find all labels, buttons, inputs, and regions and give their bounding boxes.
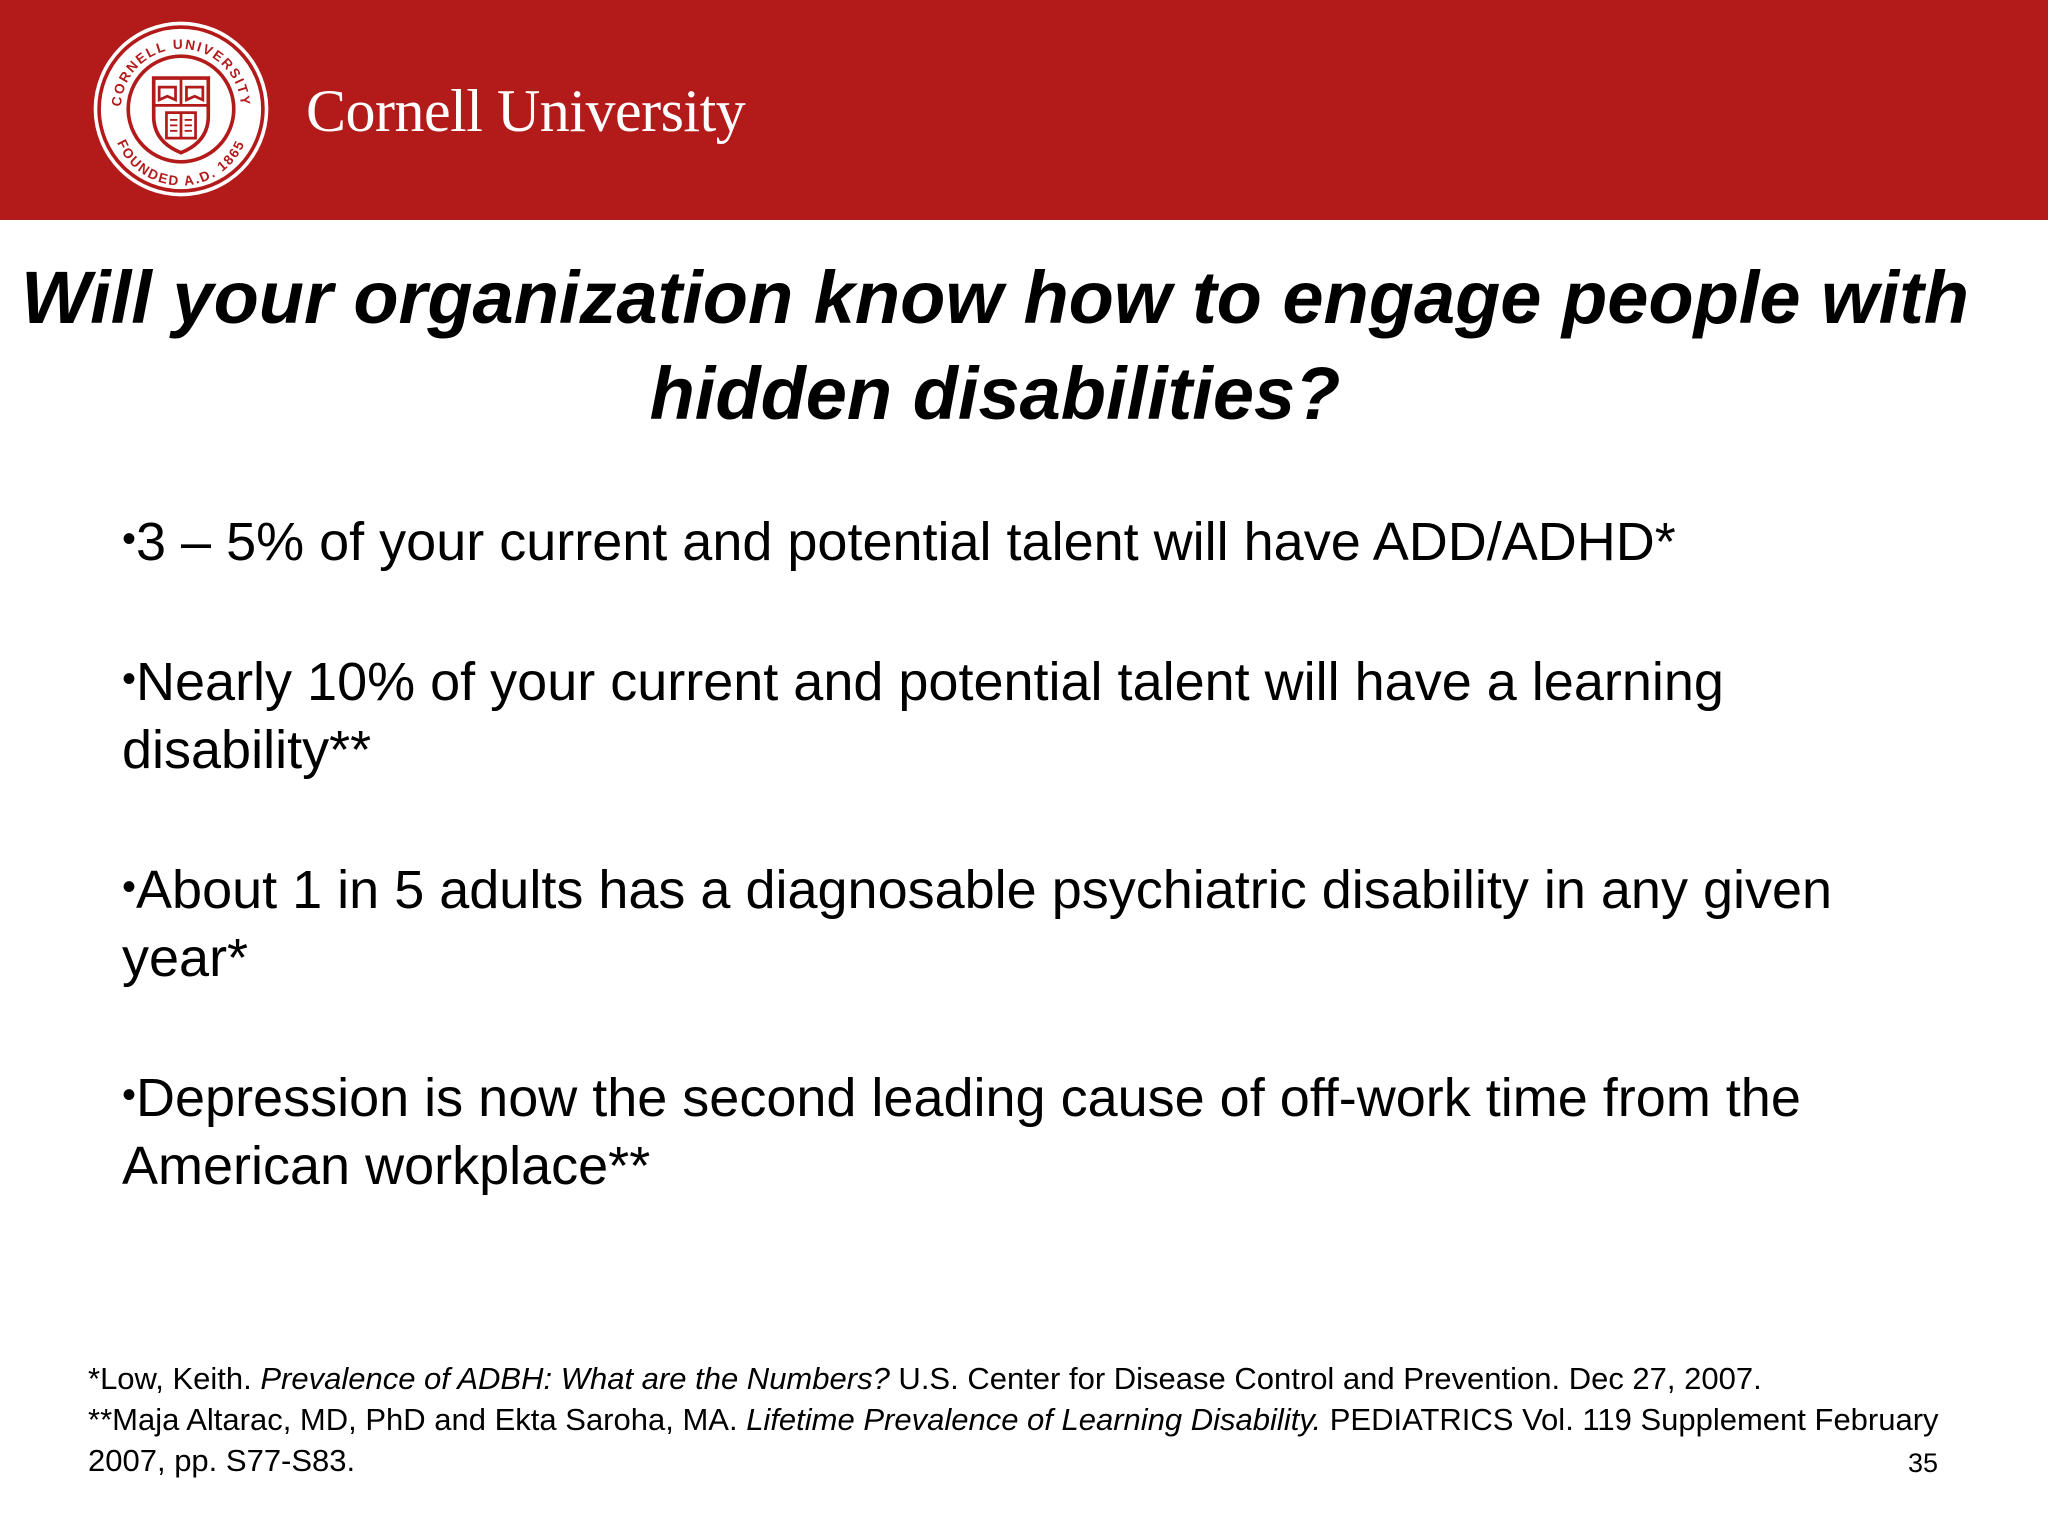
bullet-marker: •: [122, 517, 137, 561]
cornell-seal-icon: [90, 18, 272, 200]
footnote-source: PEDIATRICS Vol. 119 Supplement February 2007, pp. S77-S83.: [88, 1402, 1939, 1478]
bullet-item: [122, 645, 1962, 784]
svg-text:FOUNDED A.D. 1865: FOUNDED A.D. 1865: [114, 137, 248, 189]
footnote: [88, 1358, 2008, 1399]
bullet-item: [122, 505, 1962, 576]
page-number: 35: [1908, 1448, 1939, 1478]
bullet-marker: •: [122, 865, 137, 909]
university-wordmark: Cornell University: [306, 78, 746, 144]
bullet-text: Depression is now the second leading cause of off-work time from the American workplace**: [122, 1068, 1801, 1196]
footnote-author: **Maja Altarac, MD, PhD and Ekta Saroha, MA.: [88, 1402, 747, 1437]
bullet-text: About 1 in 5 adults has a diagnosable psychiatric disability in any given year*: [122, 860, 1833, 988]
footnote: [88, 1399, 2008, 1481]
slide-title: Will your organization know how to engage people with hidden disabilities?: [20, 256, 1970, 435]
bullet-item: [122, 853, 1962, 992]
svg-text:CORNELL UNIVERSITY: CORNELL UNIVERSITY: [108, 36, 254, 108]
bullet-text: 3 – 5% of your current and potential talent will have ADD/ADHD*: [136, 512, 1676, 572]
bullet-list: [122, 505, 1962, 1269]
footnote-title: Lifetime Prevalence of Learning Disability.: [746, 1402, 1322, 1437]
header-bar: [0, 0, 2048, 220]
bullet-text: Nearly 10% of your current and potential talent will have a learning disability**: [122, 652, 1724, 780]
bullet-marker: •: [122, 657, 137, 701]
footnote-author: *Low, Keith.: [88, 1361, 261, 1396]
bullet-marker: •: [122, 1073, 137, 1117]
bullet-item: [122, 1061, 1962, 1200]
footnotes: [88, 1358, 2008, 1481]
footnote-source: U.S. Center for Disease Control and Prevention. Dec 27, 2007.: [889, 1361, 1762, 1396]
footnote-title: Prevalence of ADBH: What are the Numbers?: [260, 1361, 890, 1396]
